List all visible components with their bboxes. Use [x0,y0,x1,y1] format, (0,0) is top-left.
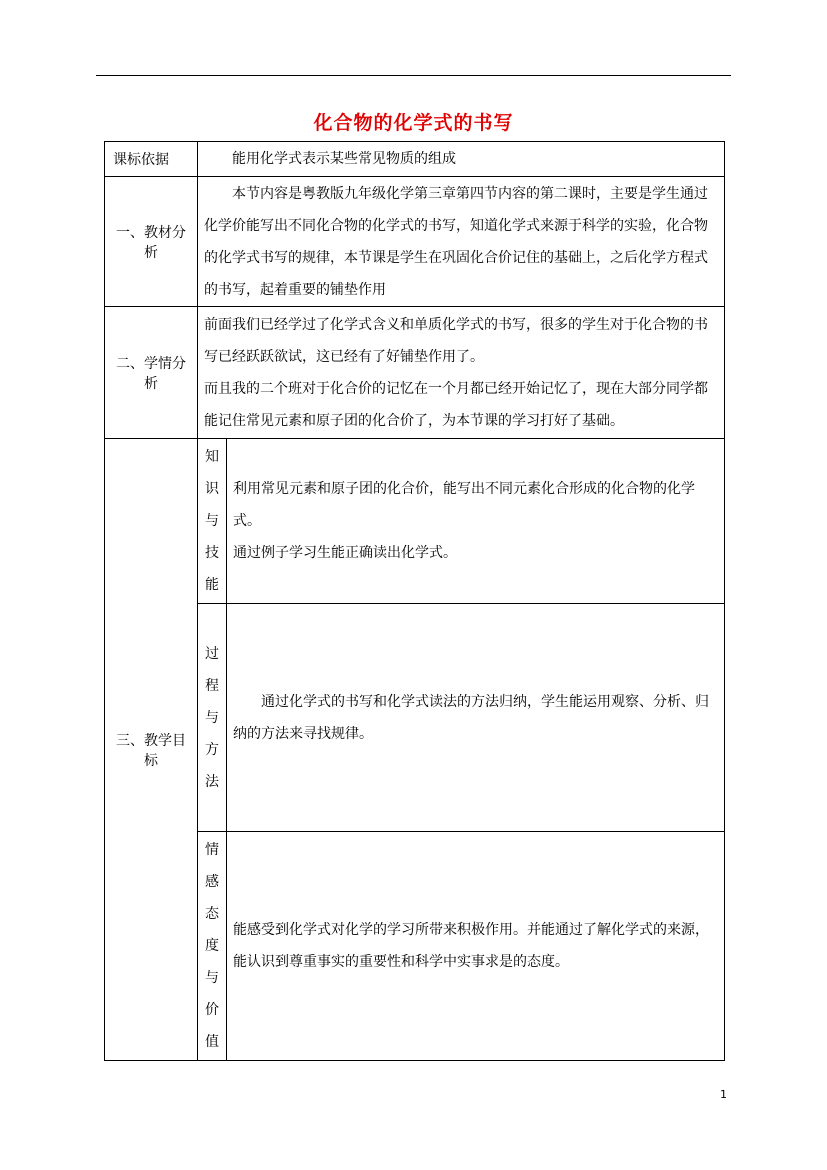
process-char: 程 [205,677,219,694]
knowledge-char: 技 [205,545,219,561]
emotion-char: 值 [205,1034,219,1050]
emotion-char: 价 [205,1002,219,1018]
process-char: 与 [205,709,219,726]
knowledge-char: 能 [205,577,219,593]
process-label [198,604,227,832]
knowledge-label [198,439,227,604]
basis-text: 能用化学式表示某些常见物质的组成 [198,142,725,177]
emotion-char: 情 [205,842,219,858]
process-text: 通过化学式的书写和化学式读法的方法归纳，学生能运用观察、分析、归纳的方法来寻找规律。 [233,693,709,742]
row-basis [105,142,725,177]
process-cell [227,604,725,832]
process-char: 方 [205,741,219,758]
knowledge-cell [227,439,725,604]
students-para2: 而且我的二个班对于化合价的记忆在一个月都已经开始记忆了，现在大部分同学都能记住常见元素和原子团的化合价了，为本节课的学习打好了基础。 [204,380,708,429]
goals-label: 三、教学目 标 [116,732,186,769]
row-goal-knowledge [105,439,725,604]
emotion-char: 态 [205,906,219,922]
process-char: 法 [205,773,219,790]
row-material [105,177,725,307]
material-cell [198,177,725,307]
row-students [105,307,725,439]
students-cell [198,307,725,439]
students-para1: 前面我们已经学过了化学式含义和单质化学式的书写，很多的学生对于化合物的书写已经跃跃欲试，这已经有了好铺垫作用了。 [204,316,708,365]
process-char: 过 [205,645,219,662]
emotion-char: 与 [205,970,219,986]
emotion-text: 能感受到化学式对化学的学习所带来积极作用。并能通过了解化学式的来源，能认识到尊重事实的重要性和科学中实事求是的态度。 [233,922,709,970]
header-rule [96,75,731,76]
page-number: 1 [720,1088,727,1101]
knowledge-char: 与 [205,513,219,529]
material-text: 本节内容是粤教版九年级化学第三章第四节内容的第二课时，主要是学生通过化学价能写出不同化合物的化学式的书写，知道化学式来源于科学的实验，化合物的化学式书写的规律，本节课是学生在巩固化合价记住的基础上，之后化学方程式的书写，起着重要的铺垫作用 [204,185,708,298]
emotion-cell [227,832,725,1061]
emotion-char: 度 [205,938,219,954]
basis-label: 课标依据 [105,142,198,177]
knowledge-char: 识 [205,481,219,497]
document-title: 化合物的化学式的书写 [313,112,514,134]
material-label: 一、教材分析 [105,177,198,307]
goals-label-cell [105,439,198,1061]
students-label: 二、学情分析 [105,307,198,439]
knowledge-char: 知 [205,449,219,465]
knowledge-para1: 利用常见元素和原子团的化合价，能写出不同元素化合形成的化合物的化学式。 [233,481,695,529]
emotion-label [198,832,227,1061]
row-goal-emotion [105,832,725,1061]
knowledge-para2: 通过例子学习生能正确读出化学式。 [233,545,457,561]
lesson-plan-table [104,141,725,1061]
row-goal-process [105,604,725,832]
emotion-char: 感 [205,874,219,890]
